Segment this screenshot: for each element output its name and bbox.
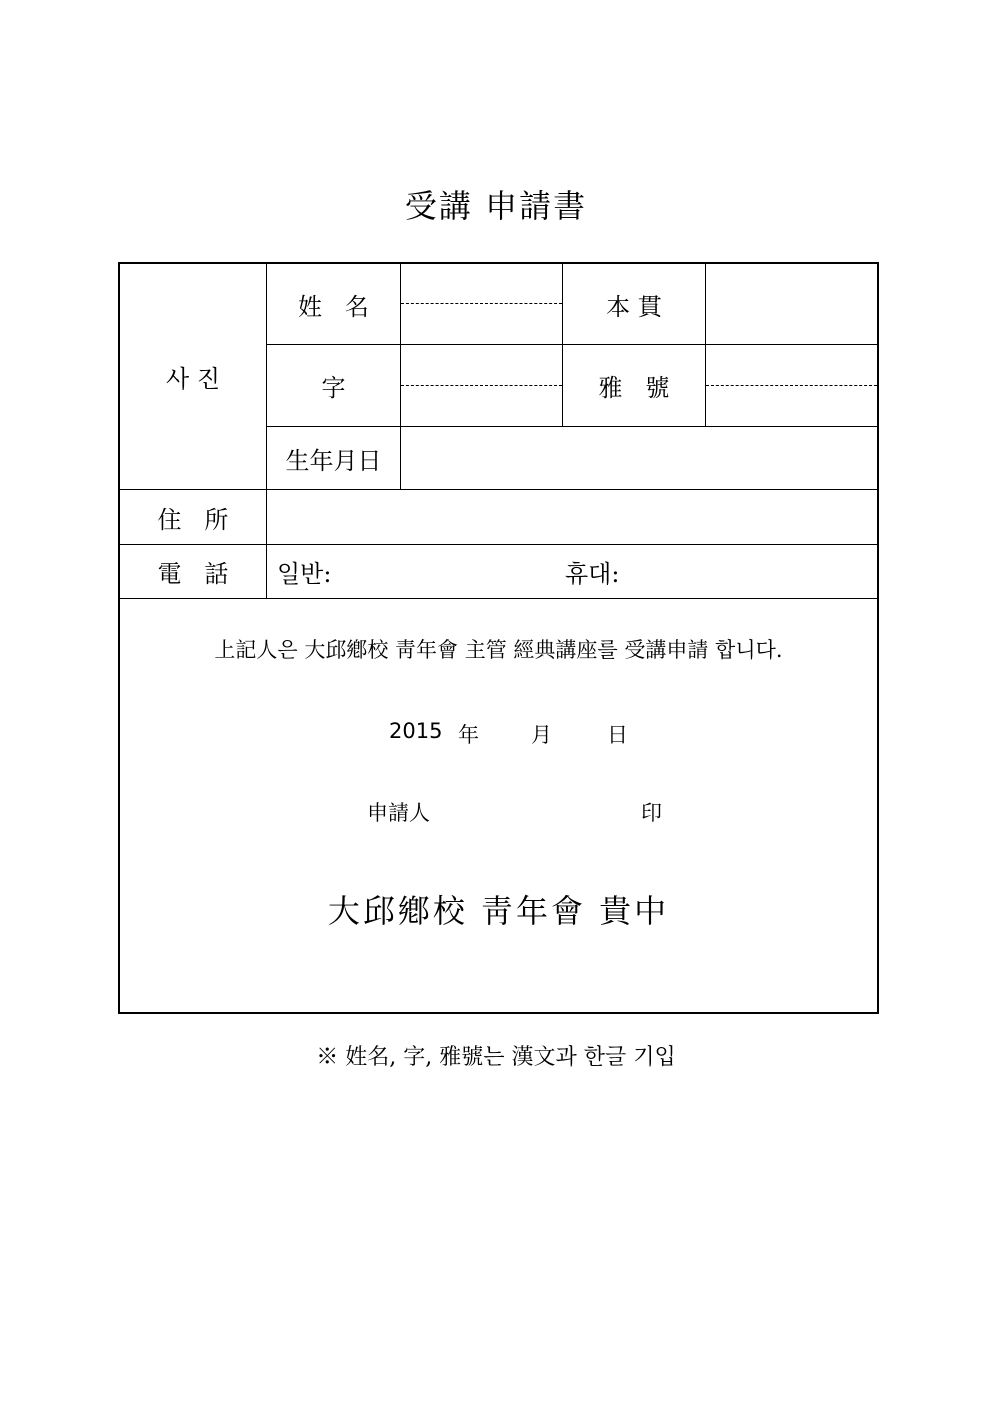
date-year-unit: 年 bbox=[458, 723, 479, 747]
date-month-unit: 月 bbox=[531, 723, 552, 747]
page-title: 受講 申請書 bbox=[404, 187, 588, 225]
footnote: ※ 姓名, 字, 雅號는 漢文과 한글 기입 bbox=[316, 1045, 676, 1070]
phone-mobile-label: 휴대: bbox=[565, 560, 620, 588]
phone-label: 電 話 bbox=[157, 560, 229, 588]
courtesy-name-label: 字 bbox=[321, 374, 346, 402]
origin-label: 本 貫 bbox=[606, 292, 662, 321]
date-year: 2015 bbox=[389, 719, 443, 743]
photo-area: 사 진 bbox=[166, 365, 220, 393]
pen-name-label: 雅 號 bbox=[598, 374, 670, 402]
applicant-label: 申請人 bbox=[367, 801, 430, 825]
address-label: 住 所 bbox=[157, 505, 229, 534]
birthdate-field[interactable] bbox=[401, 427, 877, 489]
name-field[interactable] bbox=[401, 264, 562, 344]
recipient-line: 大邱鄕校 靑年會 貴中 bbox=[327, 892, 670, 930]
seal-label: 印 bbox=[641, 801, 662, 825]
application-form bbox=[118, 262, 879, 1014]
row-divider bbox=[120, 598, 877, 599]
date-day-unit: 日 bbox=[607, 723, 628, 747]
birthdate-label: 生年月日 bbox=[285, 446, 382, 475]
origin-field[interactable] bbox=[706, 264, 877, 344]
courtesy-name-field[interactable] bbox=[401, 345, 562, 426]
address-field[interactable] bbox=[267, 490, 877, 544]
application-statement: 上記人은 大邱鄕校 靑年會 主管 經典講座를 受講申請 합니다. bbox=[214, 638, 783, 662]
phone-general-label: 일반: bbox=[277, 560, 332, 588]
name-label: 姓 名 bbox=[298, 292, 369, 321]
pen-name-field[interactable] bbox=[706, 345, 877, 426]
